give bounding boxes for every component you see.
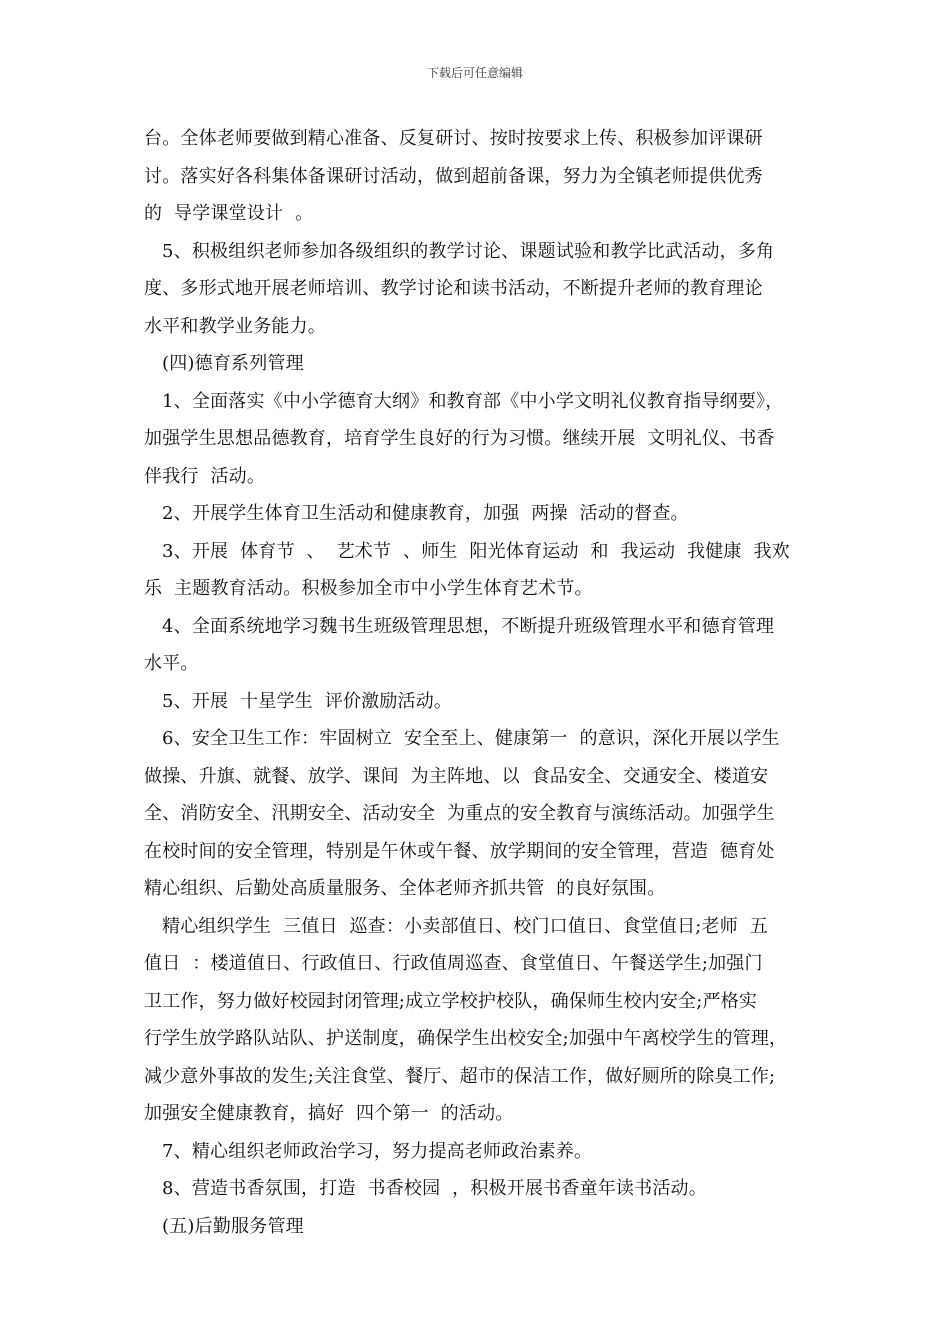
text-line: 精心组织学生 三值日 巡查：小卖部值日、校门口值日、食堂值日;老师 五 xyxy=(162,915,768,937)
text-line: 乐 主题教育活动。积极参加全市中小学生体育艺术节。 xyxy=(144,578,593,599)
text-line: 伴我行 活动。 xyxy=(144,465,266,487)
text-line: 2、开展学生体育卫生活动和健康教育，加强 两操 活动的督查。 xyxy=(162,503,689,524)
text-line: 讨。落实好各科集体备课研讨活动，做到超前备课，努力为全镇老师提供优秀 xyxy=(144,165,763,187)
text-line: 水平和教学业务能力。 xyxy=(144,315,326,337)
text-line: 加强安全健康教育，搞好 四个第一 的活动。 xyxy=(144,1103,514,1124)
text-line: (四)德育系列管理 xyxy=(162,353,304,374)
text-line: 8、营造书香氛围，打造 书香校园 ，积极开展书香童年读书活动。 xyxy=(162,1178,707,1199)
text-line: 5、积极组织老师参加各级组织的教学讨论、课题试验和教学比武活动，多角 xyxy=(162,240,775,262)
text-line: (五)后勤服务管理 xyxy=(162,1215,304,1237)
text-line: 减少意外事故的发生;关注食堂、餐厅、超市的保洁工作，做好厕所的除臭工作; xyxy=(144,1065,776,1087)
text-line: 值日 ：楼道值日、行政值日、行政值周巡查、食堂值日、午餐送学生;加强门 xyxy=(144,953,763,974)
page-header: 下载后可任意编辑 xyxy=(426,66,523,80)
text-line: 加强学生思想品德教育，培育学生良好的行为习惯。继续开展 文明礼仪、书香 xyxy=(144,428,775,449)
text-line: 台。全体老师要做到精心准备、反复研讨、按时按要求上传、积极参加评课研 xyxy=(144,128,763,149)
text-line: 4、全面系统地学习魏书生班级管理思想，不断提升班级管理水平和德育管理 xyxy=(162,615,775,637)
text-line: 精心组织、后勤处高质量服务、全体老师齐抓共管 的良好氛围。 xyxy=(144,878,666,899)
text-line: 做操、升旗、就餐、放学、课间 为主阵地、以 食品安全、交通安全、楼道安 xyxy=(144,765,769,787)
text-line: 5、开展 十星学生 评价激励活动。 xyxy=(162,690,453,712)
text-line: 的 导学课堂设计 。 xyxy=(144,203,314,224)
text-line: 7、精心组织老师政治学习，努力提高老师政治素养。 xyxy=(162,1140,593,1162)
text-line: 1、全面落实《中小学德育大纲》和教育部《中小学文明礼仪教育指导纲要》， xyxy=(162,390,784,412)
text-line: 3、开展 体育节 、 艺术节 、师生 阳光体育运动 和 我运动 我健康 我欢 xyxy=(162,540,790,562)
text-line: 度、多形式地开展老师培训、教学讨论和读书活动，不断提升老师的教育理论 xyxy=(144,278,763,299)
text-line: 在校时间的安全管理，特别是午休或午餐、放学期间的安全管理，营造 德育处 xyxy=(144,840,775,862)
text-line: 水平。 xyxy=(144,653,199,674)
text-line: 6、安全卫生工作：牢固树立 安全至上、健康第一 的意识，深化开展以学生 xyxy=(162,728,780,749)
text-line: 全、消防安全、汛期安全、活动安全 为重点的安全教育与演练活动。加强学生 xyxy=(144,803,775,824)
document-body xyxy=(144,120,816,1245)
text-line: 行学生放学路队站队、护送制度，确保学生出校安全;加强中午离校学生的管理， xyxy=(144,1028,788,1049)
text-line: 卫工作，努力做好校园封闭管理;成立学校护校队，确保师生校内安全;严格实 xyxy=(144,990,758,1012)
